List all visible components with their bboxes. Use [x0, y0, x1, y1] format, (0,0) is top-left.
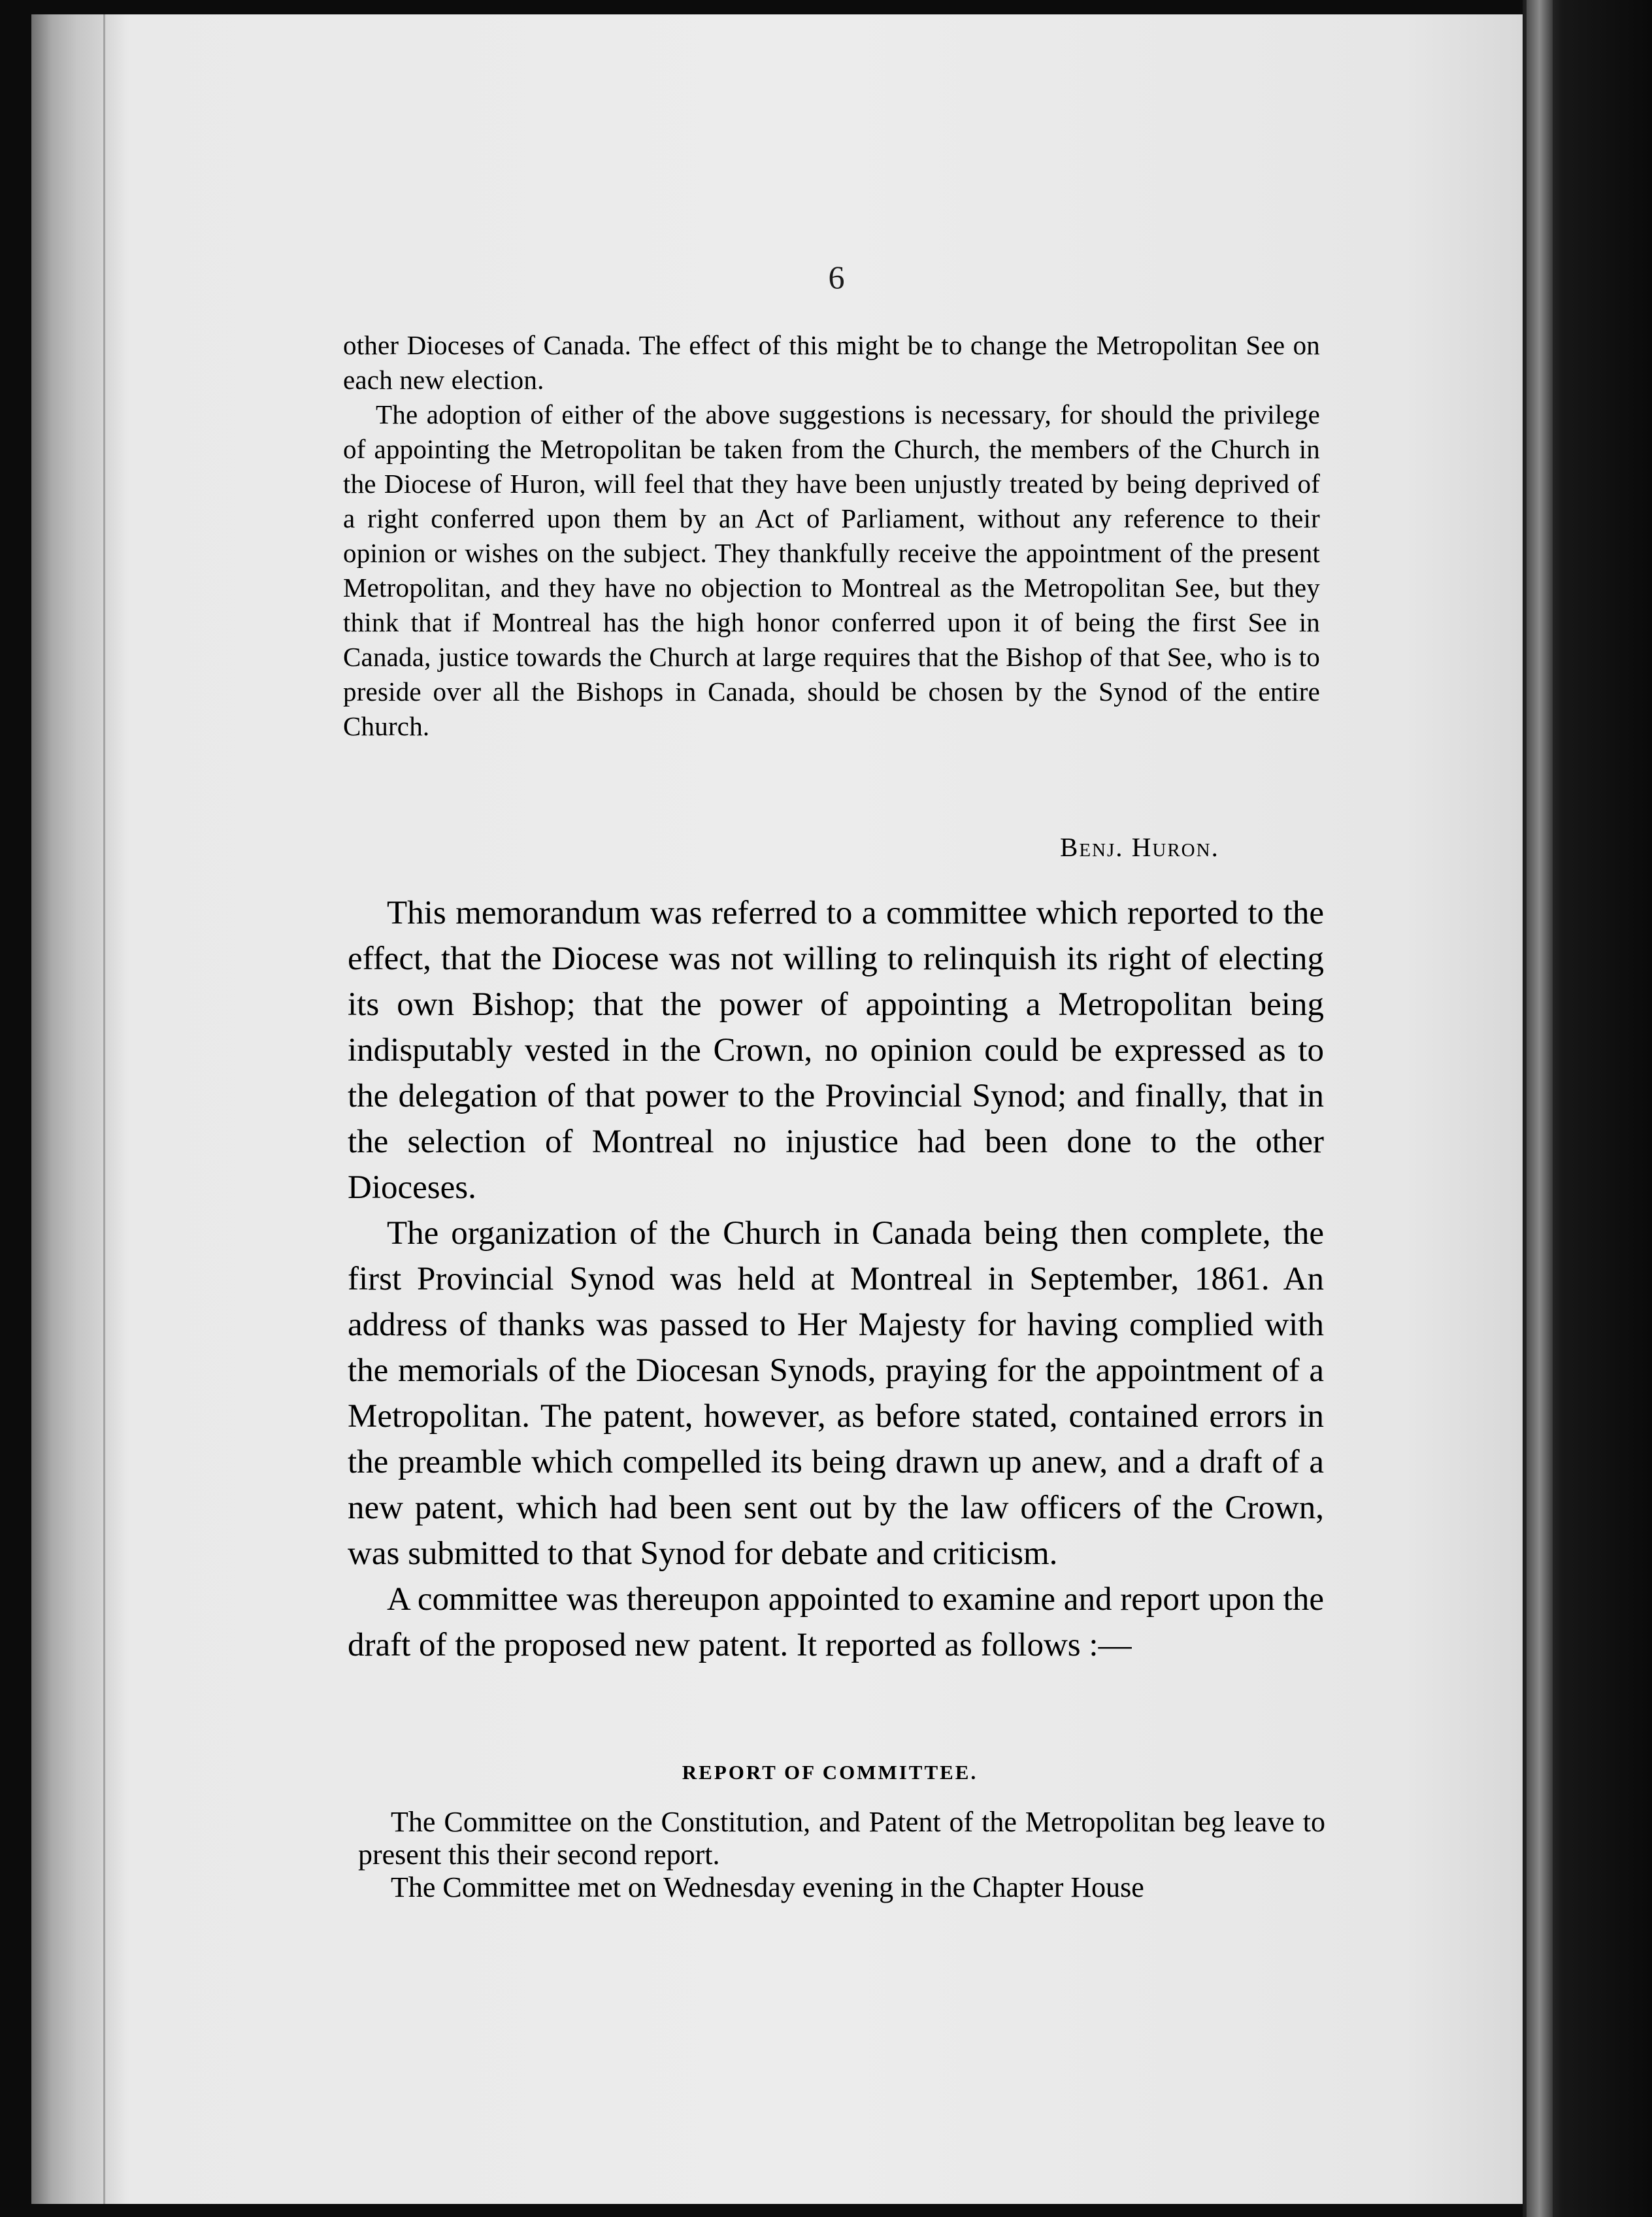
- binding-shadow: [31, 14, 129, 2204]
- adjacent-page-edge: [1527, 0, 1553, 2217]
- body-paragraph-2: The organization of the Church in Canada being then complete, the first Provincial Synod was held at Montreal in September, 1861. An address of thanks was passed to Her Majesty for having complied with the memorials of the Diocesan Synods, praying for the appointment of a Metropolitan. The patent, however, as before stated, contained errors in the preamble which compelled its being drawn up anew, and a draft of a new patent, which had been sent out by the law officers of the Crown, was submitted to that Synod for debate and criticism.: [348, 1215, 1324, 1572]
- report-paragraph-2: The Committee met on Wednesday evening in the Chapter House: [391, 1871, 1144, 1903]
- memorial-paragraph-2: The adoption of either of the above suggestions is necessary, for should the privilege of appointing the Metropolitan be taken from the Church, the members of the Church in the Diocese of Huron, will feel that they have been unjustly treated by being deprived of a right conferred upon them by an Act of Parliament, without any reference to their opinion or wishes on the subject. They thankfully receive the appointment of the present Metropolitan, and they have no objection to Montreal as the Metropolitan See, but they think that if Montreal has the high honor conferred upon it of being the first See in Canada, justice towards the Church at large requires that the Bishop of that See, who is to preside over all the Bishops in Canada, should be chosen by the Synod of the entire Church.: [343, 399, 1320, 741]
- report-paragraph-1: The Committee on the Constitution, and Patent of the Metropolitan beg leave to present this their second report.: [358, 1806, 1325, 1871]
- body-paragraph-1: This memorandum was referred to a committee which reported to the effect, that the Diocese was not willing to relinquish its right of electing its own Bishop; that the power of appointing a Metropolitan being indisputably vested in the Crown, no opinion could be expressed as to the delegation of that power to the Provincial Synod; and finally, that in the selection of Montreal no injustice had been done to the other Dioceses.: [348, 895, 1324, 1206]
- memorial-paragraph-1: other Dioceses of Canada. The effect of this might be to change the Metropolitan See on each new election.: [343, 330, 1320, 395]
- report-heading: REPORT OF COMMITTEE.: [682, 1761, 978, 1784]
- signature: Benj. Huron.: [1060, 832, 1219, 862]
- binding-fold-line: [103, 14, 105, 2204]
- body-text: [348, 890, 1324, 1668]
- report-text: [358, 1806, 1325, 1904]
- page-number: 6: [828, 259, 845, 295]
- body-paragraph-3: A committee was thereupon appointed to examine and report upon the draft of the proposed new patent. It reported as follows :—: [348, 1581, 1324, 1663]
- memorial-text: [343, 328, 1320, 744]
